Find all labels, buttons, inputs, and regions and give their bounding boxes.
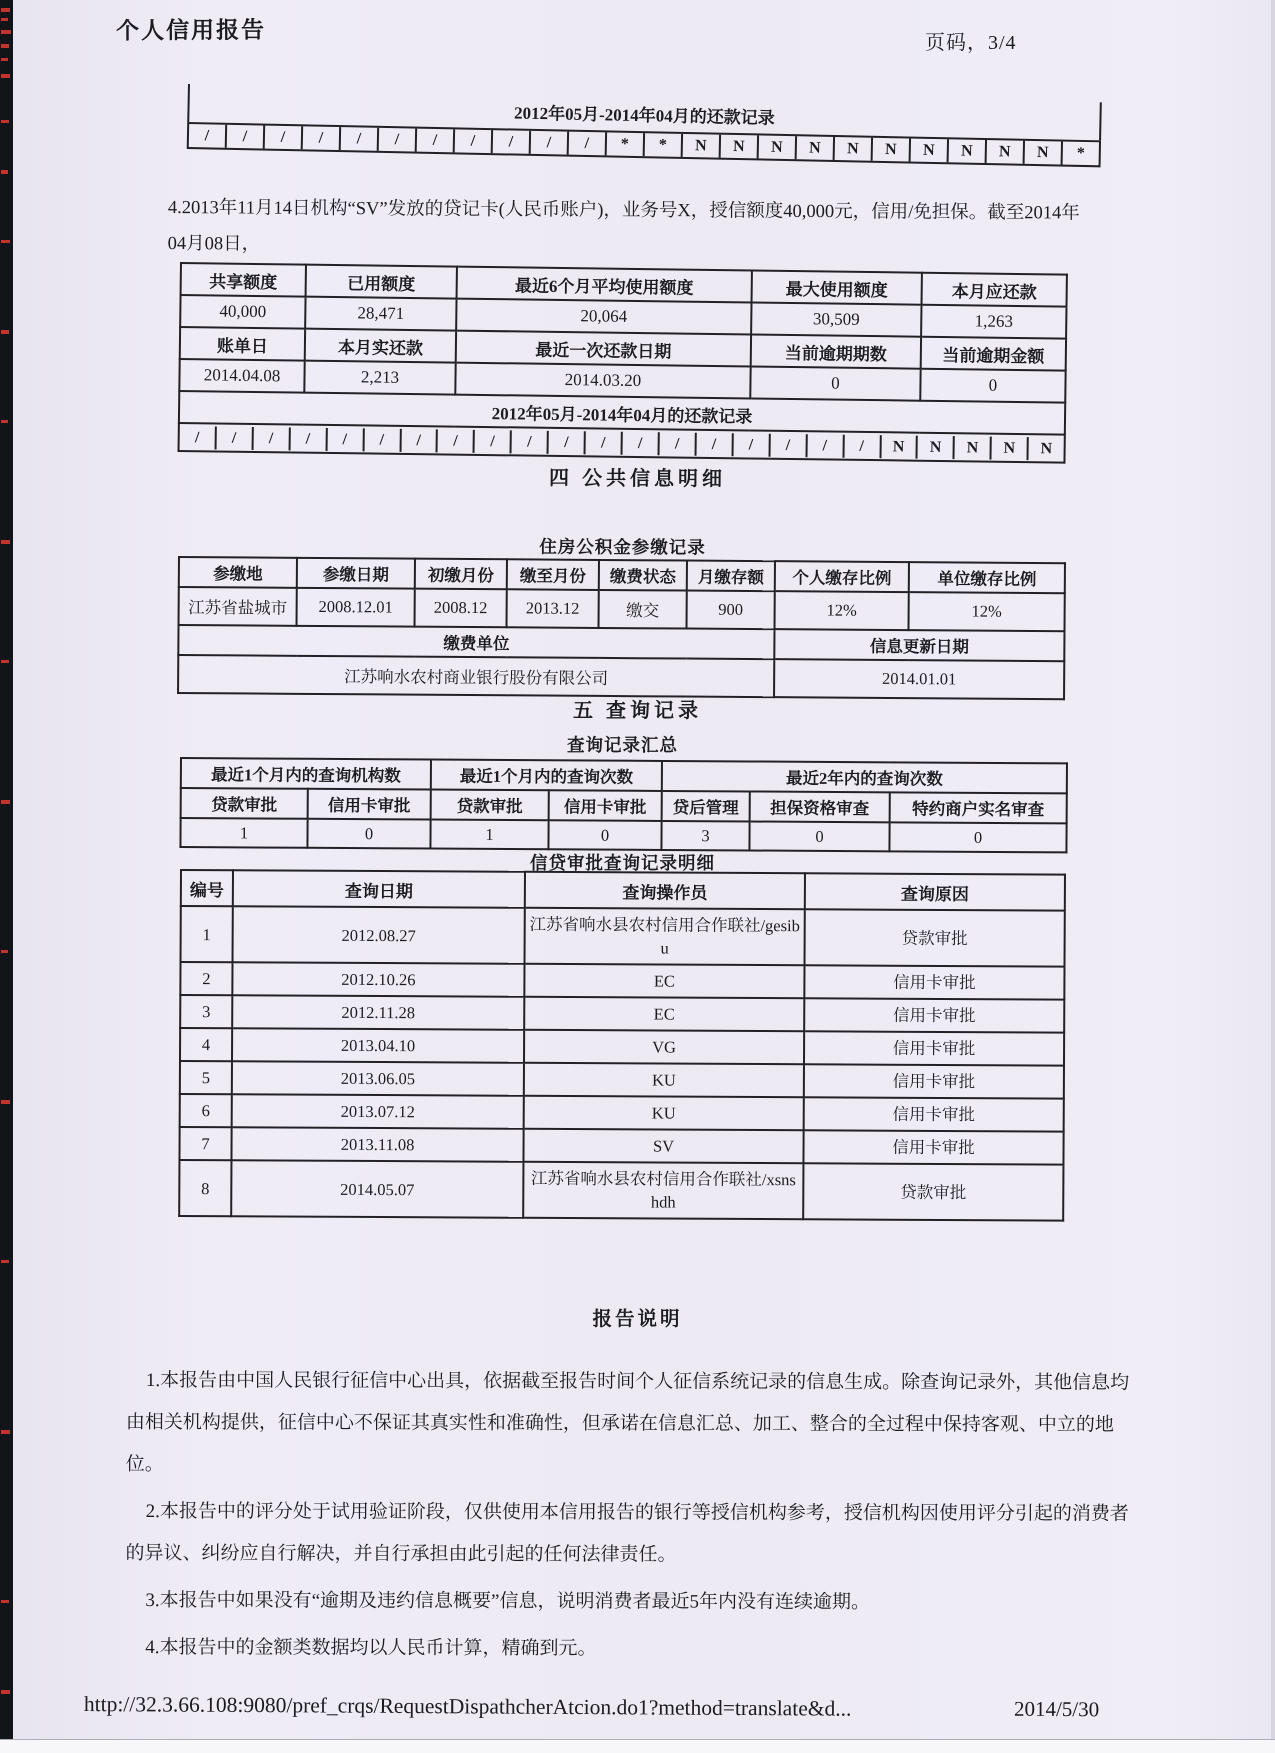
cell: 信用卡审批 <box>804 998 1064 1032</box>
footer-date: 2014/5/30 <box>1013 1696 1100 1722</box>
table-row <box>179 587 1065 631</box>
cell: EC <box>524 997 804 1031</box>
query-detail-row <box>181 906 1065 967</box>
group-header-cell: 最近1个月内的查询机构数 <box>181 758 431 790</box>
scan-red-dash <box>1 240 10 243</box>
payment-status-cell: / <box>623 431 660 454</box>
note-item: 4.本报告中的金额类数据均以人民币计算，精确到元。 <box>145 1637 597 1660</box>
payer-value: 江苏响水农村商业银行股份有限公司 <box>178 655 774 697</box>
cell: 1 <box>180 818 307 848</box>
payment-status-cell: / <box>180 426 217 449</box>
cell: 2013.04.10 <box>232 1028 524 1063</box>
header-cell: 本月应还款 <box>922 273 1067 307</box>
payment-status-cell: N <box>835 137 873 161</box>
cell: 20,064 <box>456 299 751 335</box>
cell: 信用卡审批 <box>804 1031 1064 1065</box>
query-detail-row <box>180 1094 1064 1132</box>
payment-status-cell: / <box>493 130 531 154</box>
cell: 信用卡审批 <box>804 1097 1064 1131</box>
payment-status-cell: / <box>401 428 438 451</box>
header-cell: 共享额度 <box>181 263 306 297</box>
cell: 贷款审批 <box>805 909 1065 966</box>
cell: 0 <box>920 369 1065 403</box>
header-cell: 编号 <box>181 870 233 906</box>
cell: 0 <box>750 366 920 400</box>
cell: 7 <box>179 1127 231 1160</box>
cell: 2014.05.07 <box>231 1160 523 1218</box>
header-cell: 特约商户实名审查 <box>890 792 1067 823</box>
header-cell: 单位缴存比例 <box>909 562 1065 593</box>
cell: 2014.03.20 <box>455 363 750 399</box>
payment-status-cell: / <box>189 124 227 148</box>
payment-status-cell: / <box>770 433 807 456</box>
payment-status-cell: N <box>873 138 911 162</box>
payment-status-cell: N <box>987 140 1025 164</box>
scan-red-dash <box>1 540 10 544</box>
scan-red-dash <box>1 18 8 21</box>
cell: 900 <box>687 591 775 630</box>
header-cell: 最大使用额度 <box>752 270 922 304</box>
header-cell: 参缴日期 <box>297 558 415 589</box>
scan-red-dash <box>1 1430 10 1434</box>
query-detail-caption: 信贷审批查询记录明细 <box>530 853 715 873</box>
table-row <box>181 870 1065 911</box>
cell: 贷款审批 <box>803 1163 1063 1220</box>
payment-status-cell: N <box>683 134 721 158</box>
table-row <box>178 655 1064 699</box>
cell: 2 <box>180 962 232 995</box>
scan-red-dash <box>1 800 10 804</box>
cell: 6 <box>180 1094 232 1127</box>
cell: SV <box>523 1129 803 1163</box>
group-header-cell: 最近1个月内的查询次数 <box>431 760 662 791</box>
cell: 30,509 <box>751 302 921 336</box>
header-cell: 本月实还款 <box>305 329 456 363</box>
cell: KU <box>524 1096 804 1130</box>
intro-line-2: 04月08日， <box>167 233 261 255</box>
payment-status-cell: / <box>327 427 364 450</box>
cell: 2,213 <box>304 361 455 395</box>
header-cell: 账单日 <box>180 327 305 361</box>
housing-fund-table <box>177 556 1064 700</box>
header-cell: 查询原因 <box>805 873 1065 910</box>
cell: 信用卡审批 <box>804 965 1064 999</box>
report-notes <box>125 1360 1144 1677</box>
payment-status-cell: / <box>216 426 253 449</box>
cell: 2013.11.08 <box>231 1127 523 1162</box>
cell: 8 <box>179 1160 231 1216</box>
cell: 1,263 <box>921 305 1066 339</box>
credit-card-intro <box>168 190 1173 268</box>
payment-status-cell: / <box>696 432 733 455</box>
cell: 0 <box>307 819 430 849</box>
header-cell: 个人缴存比例 <box>775 561 909 592</box>
cell: 2013.07.12 <box>232 1094 524 1129</box>
payment-status-cell: N <box>721 135 759 159</box>
payment-status-cell: N <box>911 139 949 163</box>
payment-status-cell: N <box>1040 439 1053 457</box>
cell: 信用卡审批 <box>803 1130 1063 1164</box>
scan-edge-left <box>0 0 13 1753</box>
query-detail-row <box>180 1061 1064 1099</box>
note-item: 2.本报告中的评分处于试用验证阶段，仅供使用本信用报告的银行等授信机构参考，授信机构因使用评分引起的消费者的异议、纠纷应自行解决，并自行承担由此引起的任何法律责任。 <box>125 1501 1129 1566</box>
scan-red-dash <box>1 74 10 78</box>
cell: 2008.12.01 <box>297 588 415 627</box>
payment-status-cell: / <box>253 426 290 449</box>
header-cell: 信用卡审批 <box>308 789 431 820</box>
payment-status-cell: * <box>645 133 683 157</box>
footer-url: http://32.3.66.108:9080/pref_crqs/RequestDispathcherAtcion.do1?method=translate&d... <box>83 1692 852 1721</box>
cell: 2013.12 <box>507 589 599 628</box>
cell: 28,471 <box>305 297 456 331</box>
header-cell: 贷款审批 <box>181 788 308 819</box>
payment-status-cell: / <box>438 429 475 452</box>
scan-red-dash <box>1 1100 10 1104</box>
cell: 缴交 <box>599 590 687 629</box>
carryover-repayment-table <box>187 84 1102 167</box>
cell: 0 <box>889 822 1066 852</box>
cell: 江苏省盐城市 <box>179 587 297 626</box>
payment-status-cell: / <box>455 129 493 153</box>
cell: 江苏省响水县农村信用合作联社/gesibu <box>525 908 805 965</box>
cell: VG <box>524 1030 804 1064</box>
section-heading-public-info: 四 公共信息明细 <box>548 467 727 491</box>
header-cell: 缴至月份 <box>507 559 599 590</box>
credit-card-table <box>178 262 1066 464</box>
payment-status-cell: * <box>1076 144 1085 163</box>
query-detail-row <box>179 1160 1063 1221</box>
header-cell: 当前逾期金额 <box>921 337 1066 371</box>
cell: 信用卡审批 <box>804 1064 1064 1098</box>
query-detail-row <box>180 962 1064 1000</box>
header-cell: 最近一次还款日期 <box>456 331 751 367</box>
cell: 2012.11.28 <box>232 995 524 1030</box>
query-detail-row <box>179 1127 1063 1165</box>
scan-red-dash <box>1 58 8 61</box>
table-row <box>180 818 1066 852</box>
scan-red-dash <box>1 1600 9 1603</box>
header-cell: 担保资格审查 <box>750 791 890 822</box>
cell: 2013.06.05 <box>232 1061 524 1096</box>
query-detail-table <box>178 869 1064 1222</box>
payment-status-cell: / <box>475 429 512 452</box>
group-header-cell: 最近2年内的查询次数 <box>662 761 1067 793</box>
page-number-label: 页码，3/4 <box>925 32 1017 54</box>
header-cell: 参缴地 <box>179 557 297 588</box>
scan-red-dash <box>1 660 9 663</box>
header-cell: 已用额度 <box>306 265 457 299</box>
payment-status-cell: / <box>531 131 569 155</box>
payer-label: 缴费单位 <box>178 625 774 659</box>
payment-status-cell: / <box>660 432 697 455</box>
scan-red-dash <box>1 30 11 34</box>
housing-fund-caption: 住房公积金参缴记录 <box>539 536 706 558</box>
scan-edge-bottom <box>0 1739 1275 1753</box>
payment-status-cell: / <box>227 125 265 149</box>
query-detail-row <box>180 1028 1064 1066</box>
cell: 1 <box>430 820 548 850</box>
payment-status-cell: N <box>1025 141 1063 165</box>
repayment-record-title: 2012年05月-2014年04月的还款记录 <box>179 391 1065 435</box>
scan-red-dash <box>1 420 8 423</box>
payment-status-cell: N <box>992 436 1029 459</box>
cell: 2012.08.27 <box>233 906 525 964</box>
cell: 12% <box>775 591 909 630</box>
repayment-record-title: 2012年05月-2014年04月的还款记录 <box>187 84 1102 140</box>
payment-status-cell: / <box>379 128 417 152</box>
report-notes-heading: 报告说明 <box>592 1309 683 1330</box>
scan-red-dash <box>1 120 9 123</box>
cell: 0 <box>749 821 889 851</box>
payment-status-cell: / <box>290 427 327 450</box>
scan-edge-right <box>1271 0 1275 1753</box>
payment-status-cell: / <box>586 431 623 454</box>
cell: 1 <box>181 906 233 962</box>
header-cell: 查询日期 <box>233 870 525 908</box>
payment-status-cell: N <box>881 435 918 458</box>
payment-status-cell: N <box>797 136 835 160</box>
note-item: 1.本报告由中国人民银行征信中心出具，依据截至报告时间个人征信系统记录的信息生成。除查询记录外，其他信息均由相关机构提供，征信中心不保证其真实性和准确性，但承诺在信息汇总、加工、整合的全过程中保持客观、中立的地位。 <box>125 1370 1130 1476</box>
cell: 2014.04.08 <box>179 359 304 393</box>
cell: 0 <box>548 820 661 850</box>
cell: 3 <box>661 821 749 851</box>
note-item: 3.本报告中如果没有“逾期及违约信息概要”信息，说明消费者最近5年内没有连续逾期。 <box>145 1590 871 1613</box>
scan-red-dash <box>1 170 8 174</box>
scan-red-dash <box>1 44 9 48</box>
payment-status-cell: / <box>303 126 341 150</box>
scan-red-dash <box>1 1260 9 1263</box>
cell: 江苏省响水县农村信用合作联社/xsnshdh <box>523 1162 803 1219</box>
page-title: 个人信用报告 <box>115 17 267 44</box>
update-date-label: 信息更新日期 <box>774 629 1064 661</box>
payment-status-cell: N <box>759 135 797 159</box>
payment-status-cell: / <box>549 430 586 453</box>
update-date-value: 2014.01.01 <box>774 659 1064 699</box>
scan-red-dash <box>1 950 8 953</box>
header-cell: 最近6个月平均使用额度 <box>457 267 752 303</box>
cell: 4 <box>180 1028 232 1061</box>
query-summary-table <box>179 757 1066 853</box>
header-cell: 初缴月份 <box>415 559 507 590</box>
header-cell: 查询操作员 <box>525 872 805 909</box>
cell: 2012.10.26 <box>232 962 524 997</box>
header-cell: 贷款审批 <box>431 790 549 821</box>
cell: 40,000 <box>180 295 305 329</box>
cell: KU <box>524 1063 804 1097</box>
query-summary-caption: 查询记录汇总 <box>567 735 678 755</box>
payment-status-cell: / <box>844 434 881 457</box>
cell: EC <box>524 964 804 998</box>
section-heading-query-records: 五 查询记录 <box>573 700 702 722</box>
header-cell: 缴费状态 <box>599 560 687 591</box>
cell: 2008.12 <box>415 589 507 628</box>
payment-status-cell: / <box>733 433 770 456</box>
payment-status-cell: / <box>341 127 379 151</box>
payment-status-cell: / <box>512 430 549 453</box>
cell: 5 <box>180 1061 232 1094</box>
header-cell: 贷后管理 <box>662 791 750 822</box>
payment-status-cell: N <box>955 436 992 459</box>
header-cell: 当前逾期期数 <box>751 334 921 368</box>
scan-red-dash <box>1 8 10 12</box>
payment-status-cell: / <box>265 126 303 150</box>
intro-line-1: 4.2013年11月14日机构“SV”发放的贷记卡(人民币账户)，业务号X，授信额度40,000元，信用/免担保。截至2014年 <box>167 197 1080 224</box>
payment-status-cell: * <box>607 132 645 156</box>
payment-status-cell: / <box>569 132 607 156</box>
cell: 3 <box>180 995 232 1028</box>
payment-status-cell: / <box>807 434 844 457</box>
payment-status-cell: / <box>364 428 401 451</box>
scan-red-dash <box>1 330 9 334</box>
scan-red-dash <box>1 1690 10 1694</box>
header-cell: 信用卡审批 <box>549 790 662 821</box>
header-cell: 月缴存额 <box>687 561 775 592</box>
payment-status-cell: / <box>417 129 455 153</box>
payment-status-cell: N <box>949 139 987 163</box>
payment-status-cell: N <box>918 435 955 458</box>
query-detail-row <box>180 995 1064 1033</box>
cell: 12% <box>909 592 1065 631</box>
